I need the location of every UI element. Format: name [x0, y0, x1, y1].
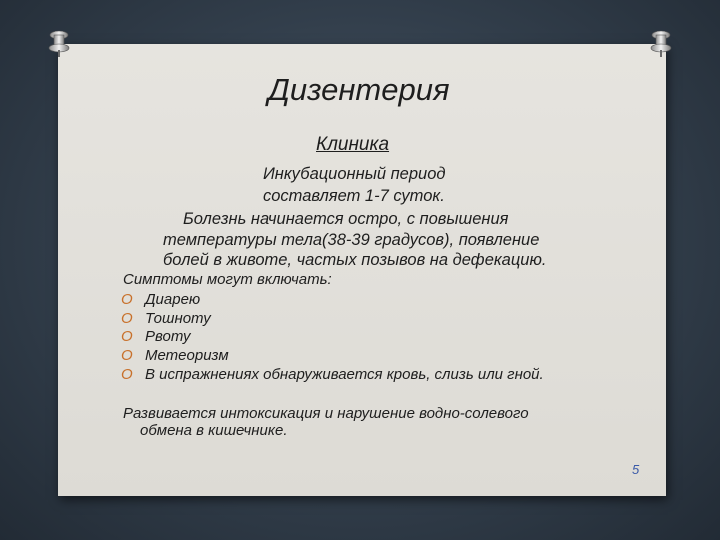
symptom-item: Метеоризм	[145, 347, 229, 364]
symptom-item: Рвоту	[145, 328, 191, 345]
symptom-item: Диарею	[145, 291, 201, 308]
symptoms-intro: Симптомы могут включать:	[123, 271, 332, 288]
bullet-marker: O	[121, 291, 133, 308]
symptom-item: В испражнениях обнаруживается кровь, слизь или гной.	[145, 366, 544, 383]
paragraph-line: температуры тела(38-39 градусов), появление	[163, 231, 540, 249]
slide-subtitle: Клиника	[316, 134, 390, 155]
paragraph-line: Болезнь начинается остро, с повышения	[183, 210, 509, 228]
conclusion-line: Развивается интоксикация и нарушение водно-солевого	[123, 405, 529, 422]
bullet-marker: O	[121, 328, 133, 345]
page-number: 5	[632, 462, 640, 477]
pushpin-icon	[650, 30, 672, 58]
pushpin-icon	[48, 30, 70, 58]
slide-title: Дизентерия	[268, 72, 450, 107]
bullet-marker: O	[121, 347, 133, 364]
paragraph-line: Инкубационный период	[263, 165, 446, 183]
conclusion-line: обмена в кишечнике.	[140, 422, 288, 439]
symptom-item: Тошноту	[145, 310, 211, 327]
paragraph-line: болей в животе, частых позывов на дефекацию.	[163, 251, 547, 269]
paragraph-line: составляет 1-7 суток.	[263, 187, 445, 205]
bullet-marker: O	[121, 366, 133, 383]
bullet-marker: O	[121, 310, 133, 327]
